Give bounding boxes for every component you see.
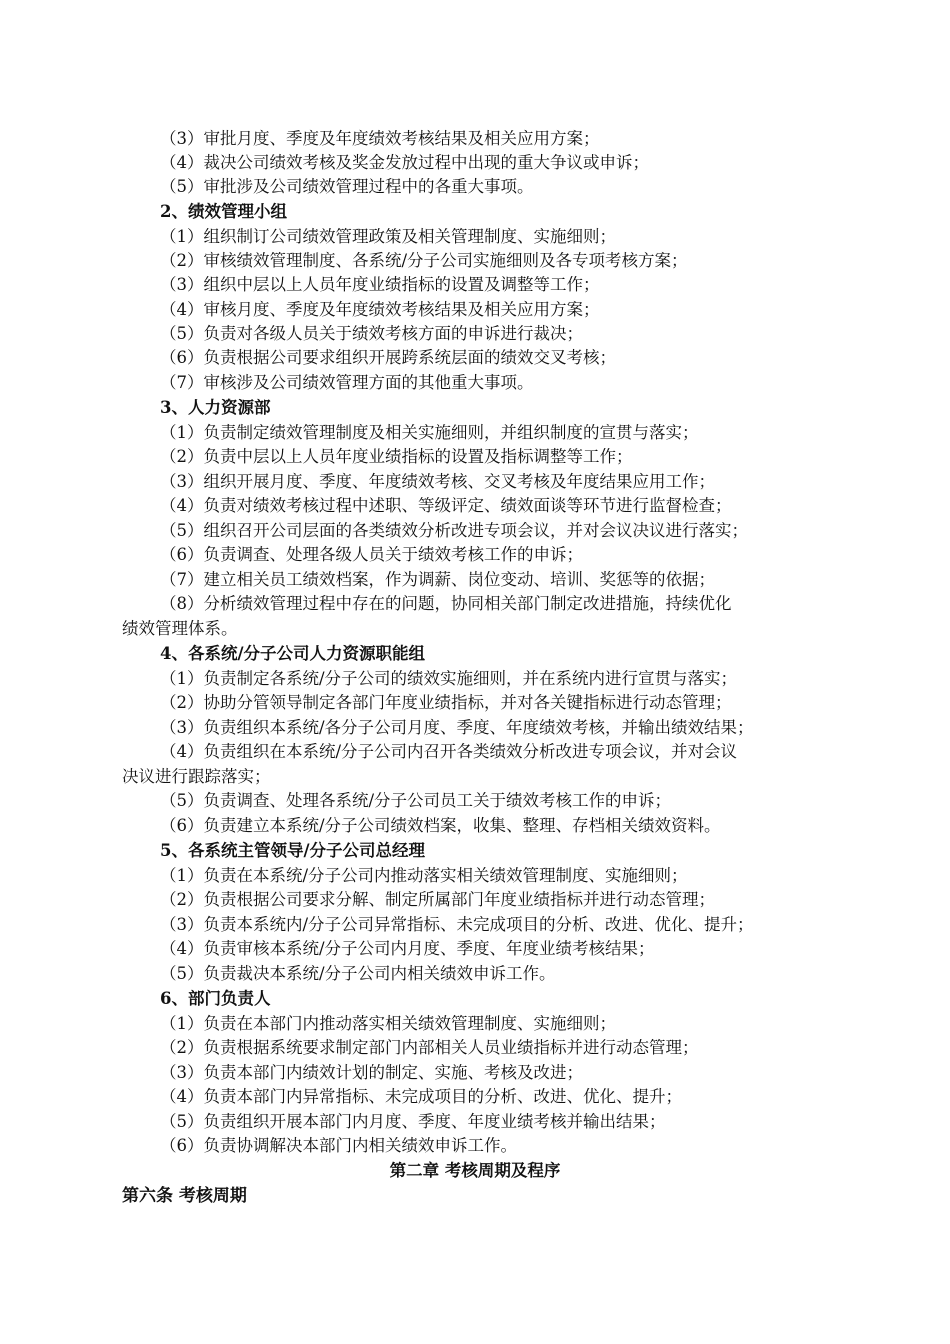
list-item: （5）负责裁决本系统/分子公司内相关绩效申诉工作。 bbox=[160, 964, 556, 983]
list-item: （5）负责对各级人员关于绩效考核方面的申诉进行裁决； bbox=[160, 324, 583, 343]
list-item-continuation: 绩效管理体系。 bbox=[122, 619, 238, 638]
list-item: （2）负责根据公司要求分解、制定所属部门年度业绩指标并进行动态管理； bbox=[160, 890, 715, 909]
list-item: （5）负责组织开展本部门内月度、季度、年度业绩考核并输出结果； bbox=[160, 1112, 666, 1131]
section-heading: 5、各系统主管领导/分子公司总经理 bbox=[160, 841, 426, 860]
list-item: （8）分析绩效管理过程中存在的问题，协同相关部门制定改进措施，持续优化 bbox=[160, 594, 732, 613]
list-item: （5）审批涉及公司绩效管理过程中的各重大事项。 bbox=[160, 177, 534, 196]
article-title: 第六条 考核周期 bbox=[122, 1186, 247, 1206]
list-item: （4）裁决公司绩效考核及奖金发放过程中出现的重大争议或申诉； bbox=[160, 153, 649, 172]
list-item: （4）负责本部门内异常指标、未完成项目的分析、改进、优化、提升； bbox=[160, 1087, 682, 1106]
list-item: （7）建立相关员工绩效档案，作为调薪、岗位变动、培训、奖惩等的依据； bbox=[160, 570, 715, 589]
list-item-continuation: 决议进行跟踪落实； bbox=[122, 767, 271, 786]
list-item: （1）负责制定绩效管理制度及相关实施细则，并组织制度的宣贯与落实； bbox=[160, 423, 699, 442]
list-item: （3）负责组织本系统/各分子公司月度、季度、年度绩效考核，并输出绩效结果； bbox=[160, 718, 754, 737]
list-item: （7）审核涉及公司绩效管理方面的其他重大事项。 bbox=[160, 373, 534, 392]
list-item: （6）负责建立本系统/分子公司绩效档案，收集、整理、存档相关绩效资料。 bbox=[160, 816, 721, 835]
list-item: （4）负责组织在本系统/分子公司内召开各类绩效分析改进专项会议，并对会议 bbox=[160, 742, 738, 761]
list-item: （3）组织开展月度、季度、年度绩效考核、交叉考核及年度结果应用工作； bbox=[160, 472, 715, 491]
list-item: （4）负责审核本系统/分子公司内月度、季度、年度业绩考核结果； bbox=[160, 939, 655, 958]
section-heading: 2、绩效管理小组 bbox=[160, 202, 287, 221]
list-item: （2）负责根据系统要求制定部门内部相关人员业绩指标并进行动态管理； bbox=[160, 1038, 699, 1057]
list-item: （2）协助分管领导制定各部门年度业绩指标，并对各关键指标进行动态管理； bbox=[160, 693, 732, 712]
list-item: （1）组织制订公司绩效管理政策及相关管理制度、实施细则； bbox=[160, 227, 616, 246]
list-item: （3）负责本系统内/分子公司异常指标、未完成项目的分析、改进、优化、提升； bbox=[160, 915, 754, 934]
list-item: （5）组织召开公司层面的各类绩效分析改进专项会议，并对会议决议进行落实； bbox=[160, 521, 748, 540]
section-heading: 3、人力资源部 bbox=[160, 398, 271, 417]
list-item: （5）负责调查、处理各系统/分子公司员工关于绩效考核工作的申诉； bbox=[160, 791, 672, 810]
list-item: （3）审批月度、季度及年度绩效考核结果及相关应用方案； bbox=[160, 129, 600, 148]
section-heading: 6、部门负责人 bbox=[160, 989, 271, 1008]
section-heading: 4、各系统/分子公司人力资源职能组 bbox=[160, 644, 426, 663]
list-item: （6）负责调查、处理各级人员关于绩效考核工作的申诉； bbox=[160, 545, 583, 564]
list-item: （1）负责在本系统/分子公司内推动落实相关绩效管理制度、实施细则； bbox=[160, 866, 688, 885]
list-item: （1）负责在本部门内推动落实相关绩效管理制度、实施细则； bbox=[160, 1014, 616, 1033]
list-item: （1）负责制定各系统/分子公司的绩效实施细则，并在系统内进行宣贯与落实； bbox=[160, 669, 738, 688]
list-item: （6）负责协调解决本部门内相关绩效申诉工作。 bbox=[160, 1136, 517, 1155]
list-item: （3）负责本部门内绩效计划的制定、实施、考核及改进； bbox=[160, 1063, 583, 1082]
list-item: （6）负责根据公司要求组织开展跨系统层面的绩效交叉考核； bbox=[160, 348, 616, 367]
list-item: （2）审核绩效管理制度、各系统/分子公司实施细则及各专项考核方案； bbox=[160, 251, 688, 270]
chapter-title: 第二章 考核周期及程序 bbox=[389, 1161, 561, 1180]
list-item: （2）负责中层以上人员年度业绩指标的设置及指标调整等工作； bbox=[160, 447, 633, 466]
list-item: （4）负责对绩效考核过程中述职、等级评定、绩效面谈等环节进行监督检查； bbox=[160, 496, 732, 515]
list-item: （3）组织中层以上人员年度业绩指标的设置及调整等工作； bbox=[160, 275, 600, 294]
list-item: （4）审核月度、季度及年度绩效考核结果及相关应用方案； bbox=[160, 300, 600, 319]
